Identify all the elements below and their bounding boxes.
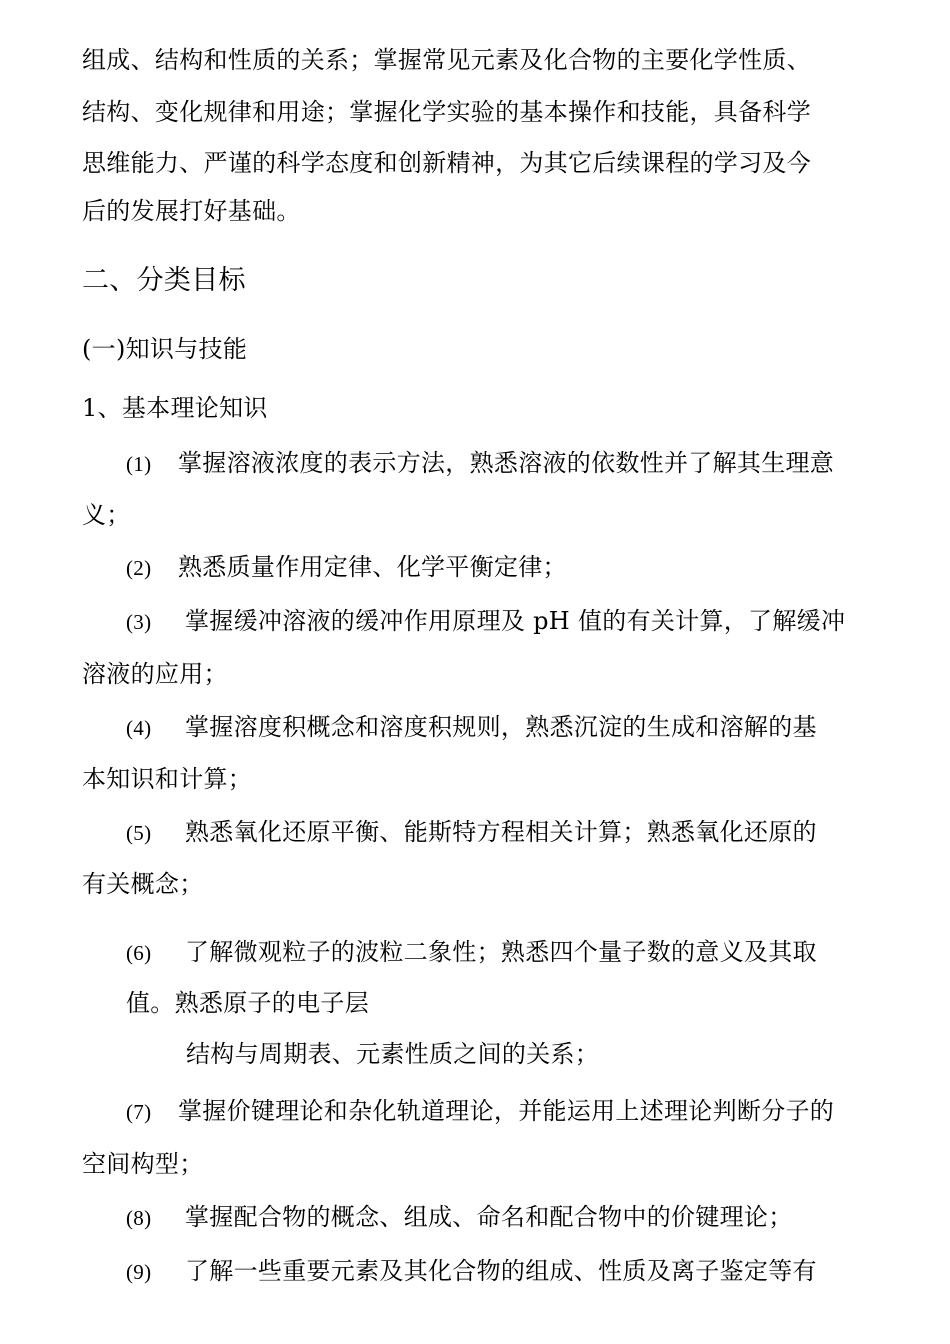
- list-item-9: [126, 1256, 817, 1287]
- subsection-heading: (一)知识与技能: [82, 335, 248, 363]
- item-number: (9): [126, 1260, 152, 1284]
- item-number: (6): [126, 941, 152, 965]
- item-number: (5): [126, 821, 152, 845]
- item-number: (4): [126, 716, 152, 740]
- list-item-2: [126, 552, 567, 583]
- intro-line-4: 后的发展打好基础。: [82, 197, 301, 225]
- item-text: 熟悉氧化还原平衡、能斯特方程相关计算；熟悉氧化还原的: [185, 818, 817, 846]
- section-heading: 二、分类目标: [82, 265, 246, 296]
- item-text: 掌握缓冲溶液的缓冲作用原理及 pH 值的有关计算，了解缓冲: [185, 607, 846, 635]
- intro-line-1: 组成、结构和性质的关系；掌握常见元素及化合物的主要化学性质、: [82, 46, 811, 74]
- list-item-6-continuation-2: 结构与周期表、元素性质之间的关系；: [186, 1040, 600, 1068]
- intro-line-3: 思维能力、严谨的科学态度和创新精神，为其它后续课程的学习及今: [82, 149, 811, 177]
- list-item-7-continuation: 空间构型；: [82, 1150, 204, 1178]
- list-item-6-continuation: 值。熟悉原子的电子层: [126, 989, 369, 1017]
- item-text: 了解一些重要元素及其化合物的组成、性质及离子鉴定等有: [185, 1257, 817, 1285]
- item-text: 熟悉质量作用定律、化学平衡定律；: [178, 553, 567, 581]
- list-item-4: [126, 712, 817, 743]
- item-number: (7): [126, 1100, 152, 1124]
- list-item-7: [126, 1096, 834, 1127]
- list-item-6: [126, 937, 817, 968]
- item-text: 掌握溶液浓度的表示方法，熟悉溶液的依数性并了解其生理意: [178, 449, 835, 477]
- item-text: 掌握配合物的概念、组成、命名和配合物中的价键理论；: [185, 1203, 793, 1231]
- item-text: 掌握价键理论和杂化轨道理论，并能运用上述理论判断分子的: [178, 1097, 835, 1125]
- list-item-3: [126, 606, 845, 637]
- item-number: (8): [126, 1206, 152, 1230]
- list-item-1-continuation: 义；: [82, 501, 131, 529]
- item-number: (3): [126, 610, 152, 634]
- list-item-4-continuation: 本知识和计算；: [82, 765, 253, 793]
- list-item-8: [126, 1202, 793, 1233]
- item-text: 掌握溶度积概念和溶度积规则，熟悉沉淀的生成和溶解的基: [185, 713, 817, 741]
- list-item-5-continuation: 有关概念；: [82, 870, 204, 898]
- item-text: 了解微观粒子的波粒二象性；熟悉四个量子数的意义及其取: [185, 938, 817, 966]
- list-item-5: [126, 817, 817, 848]
- item-number: (2): [126, 556, 152, 580]
- intro-line-2: 结构、变化规律和用途；掌握化学实验的基本操作和技能，具备科学: [82, 98, 811, 126]
- item-number: (1): [126, 452, 152, 476]
- list-item-3-continuation: 溶液的应用；: [82, 660, 228, 688]
- list-item-1: [126, 448, 834, 479]
- subsub-heading: 1、基本理论知识: [82, 394, 268, 422]
